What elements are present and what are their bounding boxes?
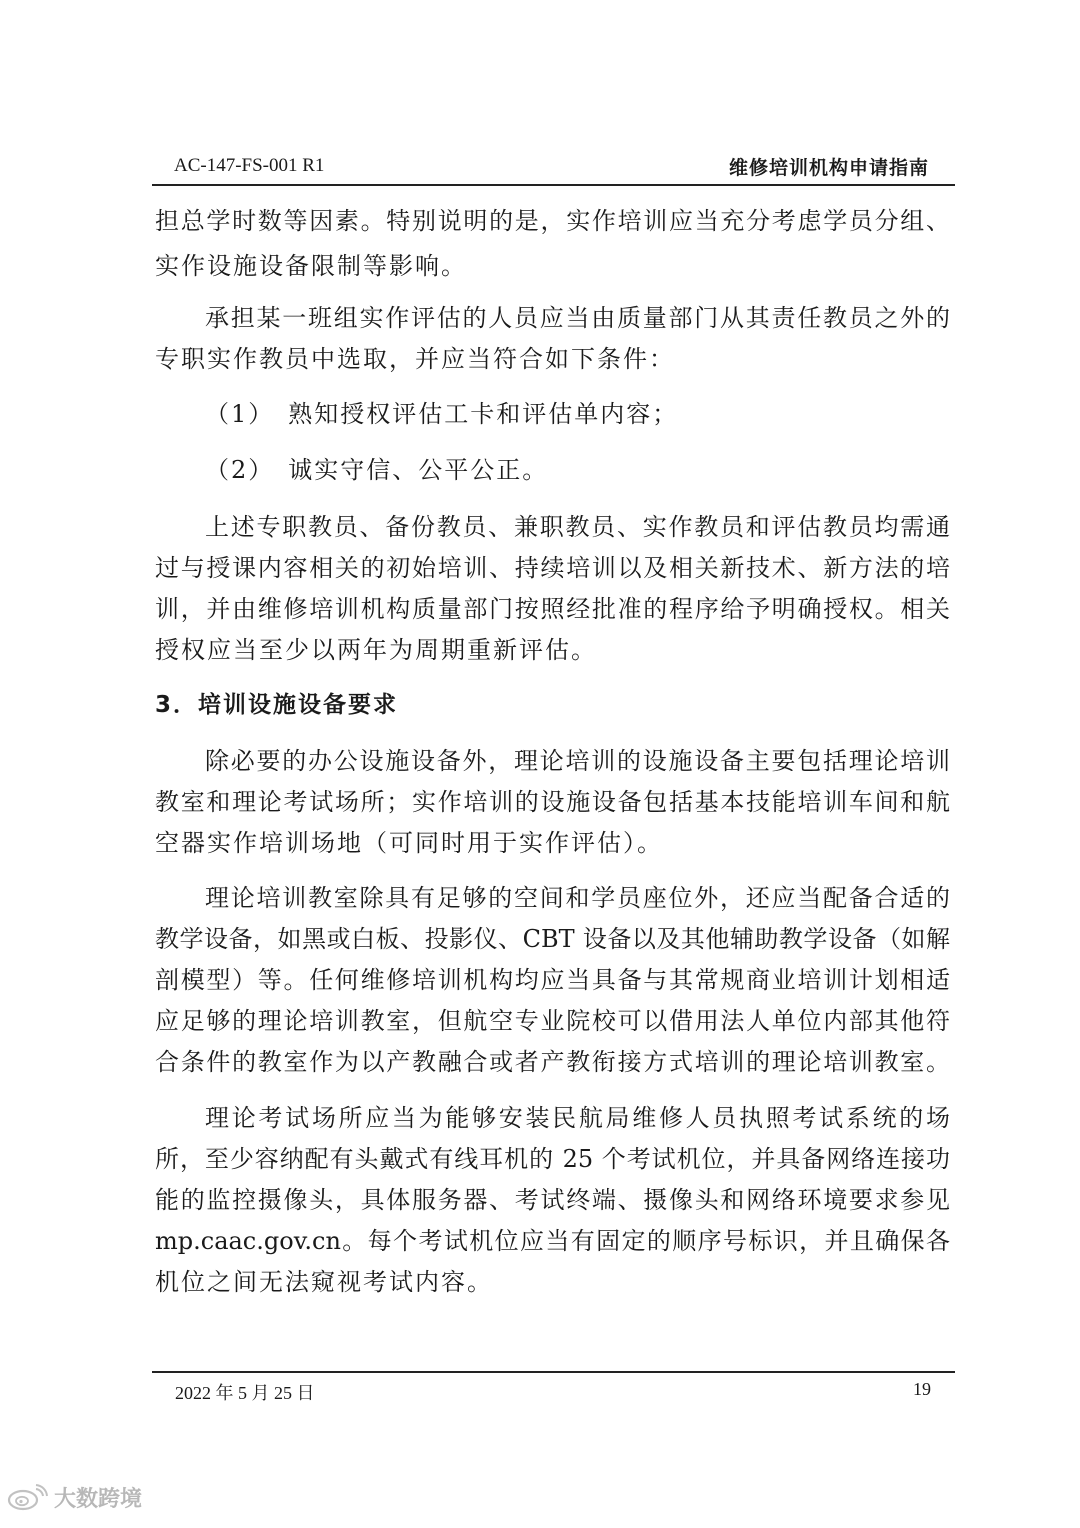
text-line: 应足够的理论培训教室，但航空专业院校可以借用法人单位内部其他符 [155,1007,950,1035]
text-line: （2） 诚实守信、公平公正。 [205,456,549,484]
text-line: 理论培训教室除具有足够的空间和学员座位外，还应当配备合适的 [205,884,950,912]
text-line: 训，并由维修培训机构质量部门按照经批准的程序给予明确授权。相关 [155,595,950,623]
text-line: 剖模型）等。任何维修培训机构均应当具备与其常规商业培训计划相适 [155,966,950,994]
text-line: 担总学时数等因素。特别说明的是，实作培训应当充分考虑学员分组、 [155,207,950,235]
doc-number: AC-147-FS-001 R1 [174,155,325,176]
text-line: 授权应当至少以两年为周期重新评估。 [155,636,597,664]
text-line: 教学设备，如黑或白板、投影仪、CBT 设备以及其他辅助教学设备（如解 [155,925,950,953]
text-line: 实作设施设备限制等影响。 [155,252,467,280]
page-header [152,150,955,186]
page-number: 19 [913,1379,931,1399]
text-line: 所，至少容纳配有头戴式有线耳机的 25 个考试机位，并具备网络连接功 [155,1145,950,1173]
text-line: 过与授课内容相关的初始培训、持续培训以及相关新技术、新方法的培 [155,554,950,582]
text-line: 空器实作培训场地（可同时用于实作评估）。 [155,829,663,857]
text-line: 承担某一班组实作评估的人员应当由质量部门从其责任教员之外的 [205,304,950,332]
watermark-text: 大数跨境 [54,1486,143,1512]
text-line: 机位之间无法窥视考试内容。 [155,1268,493,1296]
watermark [6,1480,142,1514]
text-line: 上述专职教员、备份教员、兼职教员、实作教员和评估教员均需通 [205,513,950,541]
text-line: 能的监控摄像头，具体服务器、考试终端、摄像头和网络环境要求参见 [155,1186,950,1214]
text-line: （1） 熟知授权评估工卡和评估单内容； [205,400,679,428]
text-line: mp.caac.gov.cn。每个考试机位应当有固定的顺序号标识，并且确保各 [155,1227,950,1255]
footer-date: 2022 年 5 月 25 日 [175,1383,315,1403]
text-line: 教室和理论考试场所；实作培训的设施设备包括基本技能培训车间和航 [155,788,950,816]
text-line: 理论考试场所应当为能够安装民航局维修人员执照考试系统的场 [205,1104,950,1132]
text-line: 合条件的教室作为以产教融合或者产教衔接方式培训的理论培训教室。 [155,1048,950,1076]
doc-title: 维修培训机构申请指南 [728,157,929,179]
text-line: 专职实作教员中选取，并应当符合如下条件： [155,345,675,373]
text-line: 除必要的办公设施设备外，理论培训的设施设备主要包括理论培训 [205,747,950,775]
section-heading: 3．培训设施设备要求 [155,692,399,718]
page-footer [152,1371,955,1403]
weibo-logo-icon [6,1483,48,1511]
